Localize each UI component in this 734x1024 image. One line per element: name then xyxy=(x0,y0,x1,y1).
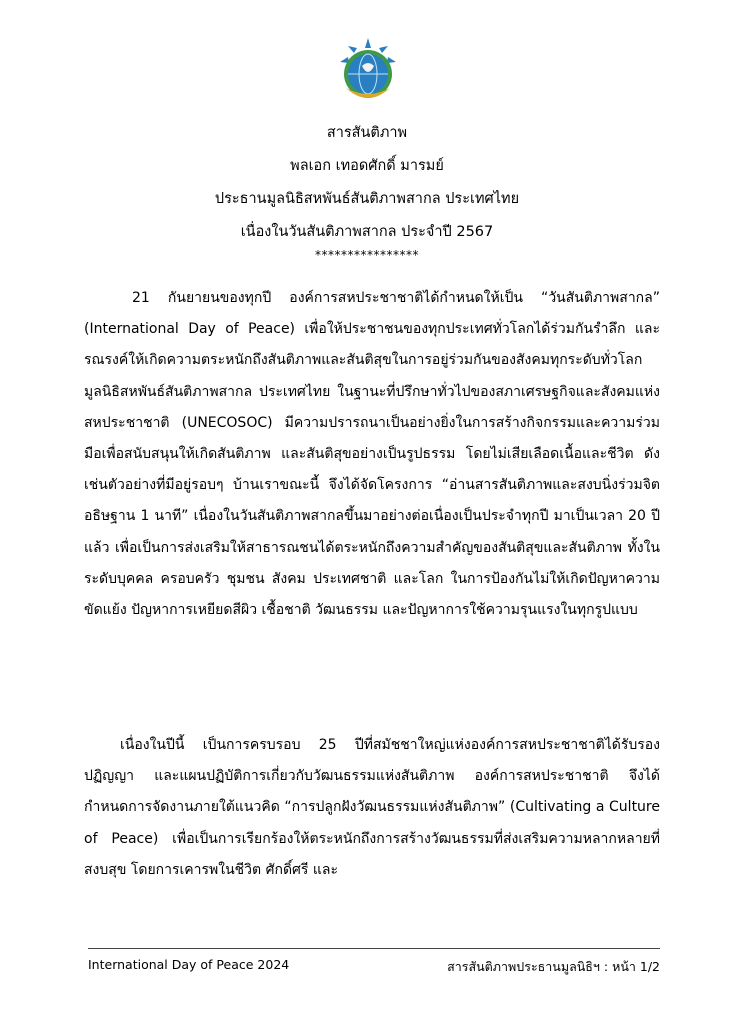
occasion-line: เนื่องในวันสันติภาพสากล ประจำปี 2567 xyxy=(240,224,494,240)
footer-event-name: International Day of Peace 2024 xyxy=(88,957,290,972)
body-paragraph: 21 กันยายนของทุกปี องค์การสหประชาชาติได้กำหนดให้เป็น “วันสันติภาพสากล” (International Day of Peace) เพื่อให้ประชาชนของทุกประเทศทั่วโลกได้ร่วมกันรำลึก และรณรงค์ให้เกิดความตระหนักถึงสันติภาพและสันติสุขในการอยู่ร่วมกันของสังคมทุกระดับทั่วโลก มูลนิธิสหพันธ์สันติภาพสากล ประเทศไทย ในฐานะที่ปรึกษาทั่วไปของสภาเศรษฐกิจและสังคมแห่งสหประชาชาติ (UNECOSOC) มีความปรารถนาเป็นอย่างยิ่งในการสร้างกิจกรรมและความร่วมมือเพื่อสนับสนุนให้เกิดสันติภาพ และสันติสุขอย่างเป็นรูปธรรม โดยไม่เสียเลือดเนื้อและชีวิต ดังเช่นตัวอย่างที่มีอยู่รอบๆ บ้านเราขณะนี้ จึงได้จัดโครงการ “อ่านสารสันติภาพและสงบนิ่งร่วมจิตอธิษฐาน 1 นาที” เนื่องในวันสันติภาพสากลขึ้นมาอย่างต่อเนื่องเป็นประจำทุกปี มาเป็นเวลา 20 ปีแล้ว เพื่อเป็นการส่งเสริมให้สาธารณชนได้ตระหนักถึงความสำคัญของสันติสุขและสันติภาพ ทั้งในระดับบุคคล ครอบครัว ชุมชน สังคม ประเทศชาติ และโลก ในการป้องกันไม่ให้เกิดปัญหาความขัดแย้ง ปัญหาการเหยียดสีผิว เชื้อชาติ วัฒนธรรม และปัญหาการใช้ความรุนแรงในทุกรูปแบบ xyxy=(84,290,660,619)
separator-line: **************** xyxy=(315,248,419,262)
author-name: พลเอก เทอดศักดิ์ มารมย์ xyxy=(290,158,444,174)
footer-page-number: สารสันติภาพประธานมูลนิธิฯ : หน้า 1/2 xyxy=(447,959,660,974)
footer-divider xyxy=(88,948,660,949)
page-title: สารสันติภาพ xyxy=(326,125,408,141)
foundation-logo-icon xyxy=(336,36,400,108)
author-position: ประธานมูลนิธิสหพันธ์สันติภาพสากล ประเทศไทย xyxy=(214,191,520,207)
body-paragraph: เนื่องในปีนี้ เป็นการครบรอบ 25 ปีที่สมัชชาใหญ่แห่งองค์การสหประชาชาติได้รับรองปฏิญญา และแผนปฏิบัติการเกี่ยวกับวัฒนธรรมแห่งสันติภาพ องค์การสหประชาชาติ จึงได้กำหนดการจัดงานภายใต้แนวคิด “การปลูกฝังวัฒนธรรมแห่งสันติภาพ” (Cultivating a Culture of Peace) เพื่อเป็นการเรียกร้องให้ตระหนักถึงการสร้างวัฒนธรรมที่ส่งเสริมความหลากหลายที่สงบสุข โดยการเคารพในชีวิต ศักดิ์ศรี และ xyxy=(84,737,660,878)
